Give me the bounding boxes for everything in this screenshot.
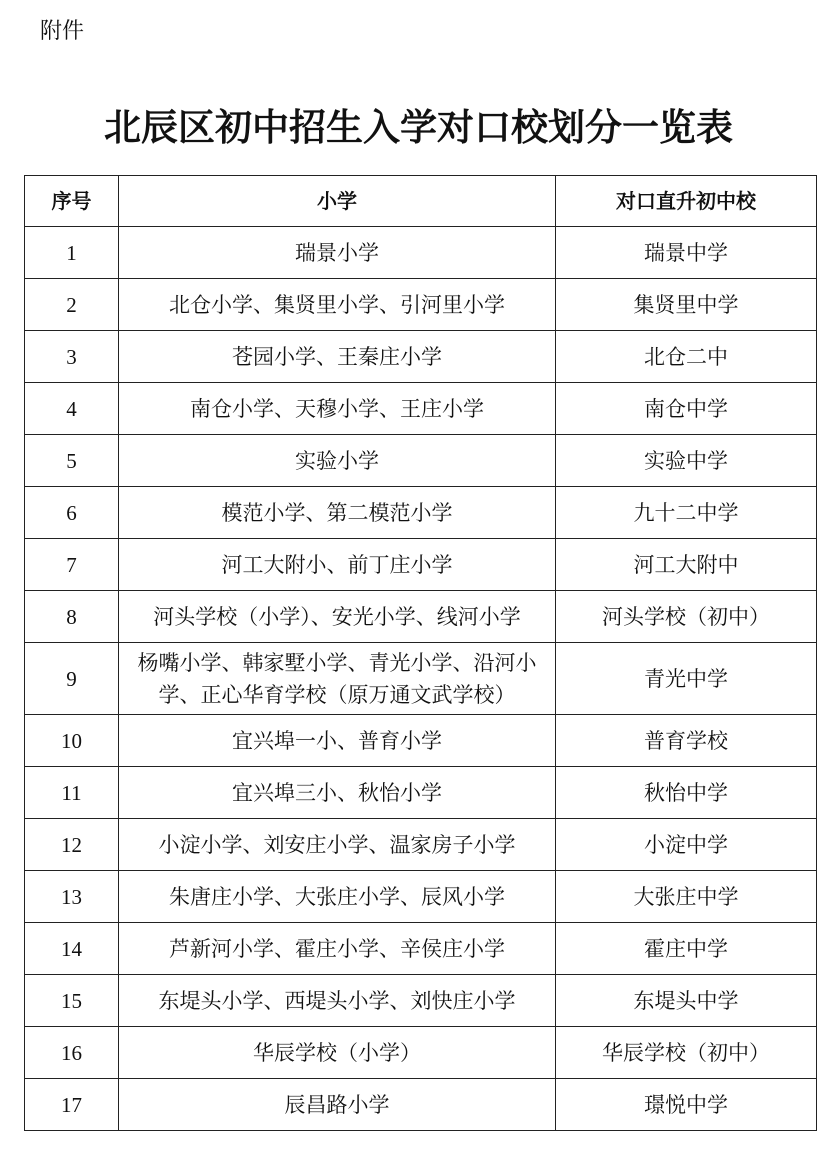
table-row [25, 435, 817, 487]
middle-school: 青光中学 [556, 643, 817, 715]
row-number: 12 [25, 819, 119, 871]
primary-schools: 模范小学、第二模范小学 [119, 487, 556, 539]
table-row [25, 591, 817, 643]
row-number: 11 [25, 767, 119, 819]
table-row [25, 923, 817, 975]
middle-school: 实验中学 [556, 435, 817, 487]
table-row [25, 715, 817, 767]
row-number: 13 [25, 871, 119, 923]
table-row [25, 383, 817, 435]
row-number: 16 [25, 1027, 119, 1079]
primary-schools: 南仓小学、天穆小学、王庄小学 [119, 383, 556, 435]
header-middle-school: 对口直升初中校 [556, 176, 817, 227]
primary-schools: 东堤头小学、西堤头小学、刘快庄小学 [119, 975, 556, 1027]
primary-schools: 朱唐庄小学、大张庄小学、辰风小学 [119, 871, 556, 923]
row-number: 2 [25, 279, 119, 331]
primary-schools: 芦新河小学、霍庄小学、辛侯庄小学 [119, 923, 556, 975]
row-number: 3 [25, 331, 119, 383]
primary-schools: 实验小学 [119, 435, 556, 487]
row-number: 7 [25, 539, 119, 591]
table-row [25, 1079, 817, 1131]
table-row [25, 643, 817, 715]
row-number: 17 [25, 1079, 119, 1131]
primary-schools: 北仓小学、集贤里小学、引河里小学 [119, 279, 556, 331]
row-number: 8 [25, 591, 119, 643]
row-number: 10 [25, 715, 119, 767]
row-number: 15 [25, 975, 119, 1027]
middle-school: 河头学校（初中） [556, 591, 817, 643]
header-primary-school: 小学 [119, 176, 556, 227]
middle-school: 东堤头中学 [556, 975, 817, 1027]
middle-school: 华辰学校（初中） [556, 1027, 817, 1079]
primary-schools: 河头学校（小学）、安光小学、线河小学 [119, 591, 556, 643]
table-row [25, 279, 817, 331]
middle-school: 瑞景中学 [556, 227, 817, 279]
middle-school: 普育学校 [556, 715, 817, 767]
table-header-row [25, 176, 817, 227]
middle-school: 河工大附中 [556, 539, 817, 591]
middle-school: 秋怡中学 [556, 767, 817, 819]
middle-school: 大张庄中学 [556, 871, 817, 923]
header-serial-number: 序号 [25, 176, 119, 227]
page-title: 北辰区初中招生入学对口校划分一览表 [104, 106, 733, 149]
middle-school: 集贤里中学 [556, 279, 817, 331]
row-number: 9 [25, 643, 119, 715]
primary-schools: 辰昌路小学 [119, 1079, 556, 1131]
primary-schools: 杨嘴小学、韩家墅小学、青光小学、沿河小学、正心华育学校（原万通文武学校） [119, 643, 556, 715]
table-row [25, 871, 817, 923]
primary-schools: 苍园小学、王秦庄小学 [119, 331, 556, 383]
middle-school: 九十二中学 [556, 487, 817, 539]
table-row [25, 1027, 817, 1079]
table-row [25, 331, 817, 383]
middle-school: 南仓中学 [556, 383, 817, 435]
primary-schools: 瑞景小学 [119, 227, 556, 279]
table-row [25, 819, 817, 871]
primary-schools: 华辰学校（小学） [119, 1027, 556, 1079]
table-row [25, 767, 817, 819]
row-number: 4 [25, 383, 119, 435]
middle-school: 小淀中学 [556, 819, 817, 871]
primary-schools: 河工大附小、前丁庄小学 [119, 539, 556, 591]
row-number: 1 [25, 227, 119, 279]
primary-schools: 小淀小学、刘安庄小学、温家房子小学 [119, 819, 556, 871]
row-number: 6 [25, 487, 119, 539]
middle-school: 璟悦中学 [556, 1079, 817, 1131]
table-row [25, 539, 817, 591]
table-row [25, 487, 817, 539]
row-number: 5 [25, 435, 119, 487]
table-row [25, 975, 817, 1027]
attachment-label: 附件 [40, 19, 85, 44]
primary-schools: 宜兴埠三小、秋怡小学 [119, 767, 556, 819]
school-allocation-table [24, 175, 817, 1131]
row-number: 14 [25, 923, 119, 975]
middle-school: 霍庄中学 [556, 923, 817, 975]
primary-schools: 宜兴埠一小、普育小学 [119, 715, 556, 767]
table-row [25, 227, 817, 279]
middle-school: 北仓二中 [556, 331, 817, 383]
